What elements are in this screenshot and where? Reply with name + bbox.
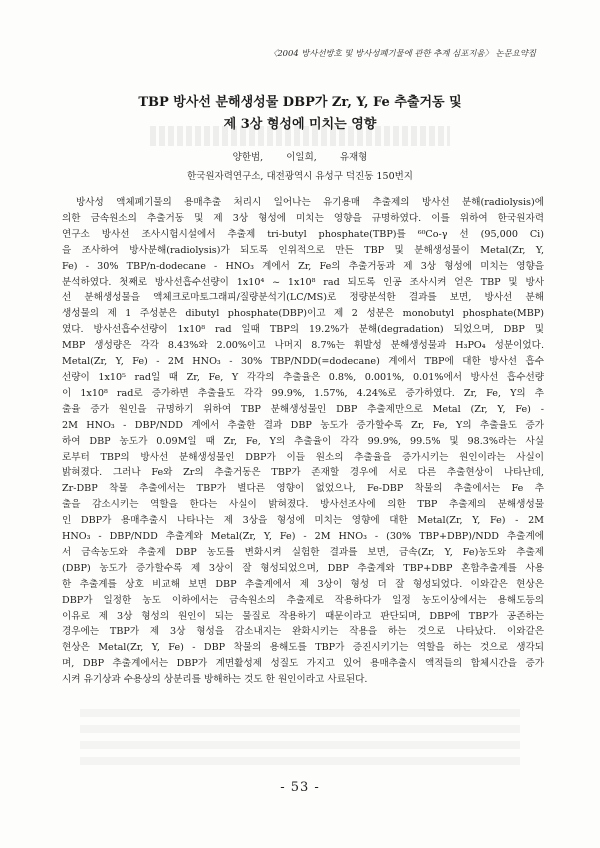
author: 양한범,	[232, 152, 264, 163]
body-line: 로부터 TBP의 방사선 분해생성물인 DBP가 이들 원소의 추출율을 증가시키는 원인이라는 사실이	[62, 451, 544, 463]
body-line: HNO₃ - DBP/NDD 추출계와 Metal(Zr, Y, Fe) - 2M HNO₃ - (30% TBP+DBP)/NDD 추출계에	[62, 531, 544, 543]
running-header: 〈2004 방사선방호 및 방사성폐기물에 관한 추계 심포지움〉 논문요약집	[268, 48, 536, 58]
body-line: (DBP) 농도가 증가할수록 제 3상이 잘 형성되었으며, DBP 추출계와 TBP+DBP 혼합추출계를 사용	[62, 562, 544, 574]
body-line: 였다. 방사선흡수선량이 1x10⁸ rad 일때 TBP의 19.2%가 분해(degradation) 되었으며, DBP 및	[62, 324, 544, 336]
body-line: 의한 금속원소의 추출거동 및 제 3상 형성에 미치는 영향을 규명하였다. 이를 위하여 한국원자력	[62, 212, 544, 224]
paper-title	[60, 92, 540, 136]
body-line: 생성물의 제 1 주성분은 dibutyl phosphate(DBP)이고 제 2 성분은 monobutyl phosphate(MBP)	[62, 308, 544, 320]
author: 이일희,	[286, 152, 317, 163]
body-line: 을 조사하여 방사분해(radiolysis)가 되도록 인위적으로 만든 TBP 및 분해생성물이 Metal(Zr, Y,	[62, 244, 544, 256]
body-line: 선량이 1x10⁵ rad일 때 Zr, Fe, Y 각각의 추출율은 0.8%, 0.001%, 0.01%에서 방사선 흡수선량	[62, 371, 544, 383]
body-line: 현상은 Metal(Zr, Y, Fe) - DBP 착물의 용해도를 TBP가 증진시키기는 역할을 하는 것으로 생각되	[62, 642, 544, 654]
body-line: 연구소 방사선 조사시험시설에서 추출제 tri-butyl phosphate(TBP)를 ⁶⁰Co-γ 선 (95,000 Ci)	[62, 228, 544, 240]
show-through-artifact	[80, 705, 520, 765]
body-line: Fe) - 30% TBP/n-dodecane - HNO₃ 계에서 Zr, Fe의 추출거동과 제 3상 형성에 미치는 영향을	[62, 260, 544, 272]
body-line: Metal(Zr, Y, Fe) - 2M HNO₃ - 30% TBP/NDD(=dodecane) 계에서 TBP에 대한 방사선 흡수	[62, 356, 544, 368]
body-line: 밝혀졌다. 그러나 Fe와 Zr의 추출거동은 TBP가 존재할 경우에 서로 다른 추출현상이 나타난데,	[62, 467, 544, 479]
body-line: 분석하였다. 첫째로 방사선흡수선량이 1x10⁴ ~ 1x10⁸ rad 되도록 인공 조사시켜 얻은 TBP 및 방사	[62, 276, 544, 288]
body-line: 인 DBP가 용매추출시 나타나는 제 3상을 형성에 미치는 영향에 대한 Metal(Zr, Y, Fe) - 2M	[62, 515, 544, 527]
body-line: 이 1x10⁸ rad로 증가하면 추출율도 각각 99.9%, 1.57%, 4.24%로 증가하였다. Zr, Fe, Y의 추	[62, 387, 544, 399]
body-line: 방사성 액체폐기물의 용매추출 처리시 일어나는 유기용매 추출제의 방사선 분해(radiolysis)에	[76, 197, 544, 208]
page-number: - 53 -	[280, 780, 320, 795]
body-line: 며, DBP 추출계에서는 DBP가 계면활성제 성질도 가지고 있어 용매추출시 액적들의 합체시간을 증가	[62, 658, 544, 670]
affiliation: 한국원자력연구소, 대전광역시 유성구 덕진동 150번지	[187, 171, 413, 182]
body-line: 서 금속농도와 추출제 DBP 농도를 변화시켜 실험한 결과를 보면, 금속(Zr, Y, Fe)농도와 추출제	[62, 546, 544, 558]
body-line: 시켜 유기상과 수용상의 상분리를 방해하는 것도 한 원인이라고 사료된다.	[62, 674, 368, 686]
title-line: TBP 방사선 분해생성물 DBP가 Zr, Y, Fe 추출거동 및	[138, 95, 462, 110]
body-line: DBP가 일정한 농도 이하에서는 금속원소의 추출제로 작용하다가 일정 농도이상에서는 용해도등의	[62, 594, 544, 606]
body-line: 출을 감소시키는 역할을 한다는 사실이 밝혀졌다. 방사선조사에 의한 TBP 추출제의 분해생성물	[62, 499, 544, 511]
body-line: 선 분해생성물을 액체크로마토그래피/질량분석기(LC/MS)로 정량분석한 결과를 보면, 방사선 분해	[62, 292, 544, 304]
body-line: 이유로 제 3상 형성의 원인이 되는 물질로 작용하기 때문이라고 판단되며, DBP에 TBP가 공존하는	[62, 610, 544, 622]
body-line: 출율 증가 원인을 규명하기 위하여 TBP 분해생성물인 DBP 추출제만으로 Metal (Zr, Y, Fe) -	[62, 403, 544, 415]
title-line: 제 3상 형성에 미치는 영향	[223, 117, 377, 132]
body-line: Zr-DBP 착물 추출에서는 TBP가 별다른 영향이 없었으나, Fe-DBP 착물의 추출에서는 Fe 추	[62, 483, 544, 495]
body-line: 하여 DBP 농도가 0.09M일 때 Zr, Fe, Y의 추출율이 각각 99.9%, 99.5% 및 98.3%라는 사실	[62, 435, 544, 447]
author: 유재형	[339, 152, 368, 163]
body-line: 경우에는 TBP가 제 3상 형성을 감소내지는 완화시키는 작용을 하는 것으로 나타났다. 이와같은	[62, 626, 544, 638]
abstract-body	[62, 195, 544, 688]
body-line: 2M HNO₃ - DBP/NDD 계에서 추출한 결과 DBP 농도가 증가할수록 Zr, Fe, Y의 추출율도 증가	[62, 419, 544, 431]
body-line: MBP 생성량은 각각 8.43%와 2.00%이고 나머지 8.7%는 휘발성 분해생성물과 H₃PO₄ 성분이었다.	[62, 340, 544, 352]
body-line: 한 추출계를 상호 비교해 보면 DBP 추출계에서 제 3상이 형성 더 잘 형성되었다. 이와같은 현상은	[62, 578, 544, 590]
author-list	[0, 149, 600, 163]
